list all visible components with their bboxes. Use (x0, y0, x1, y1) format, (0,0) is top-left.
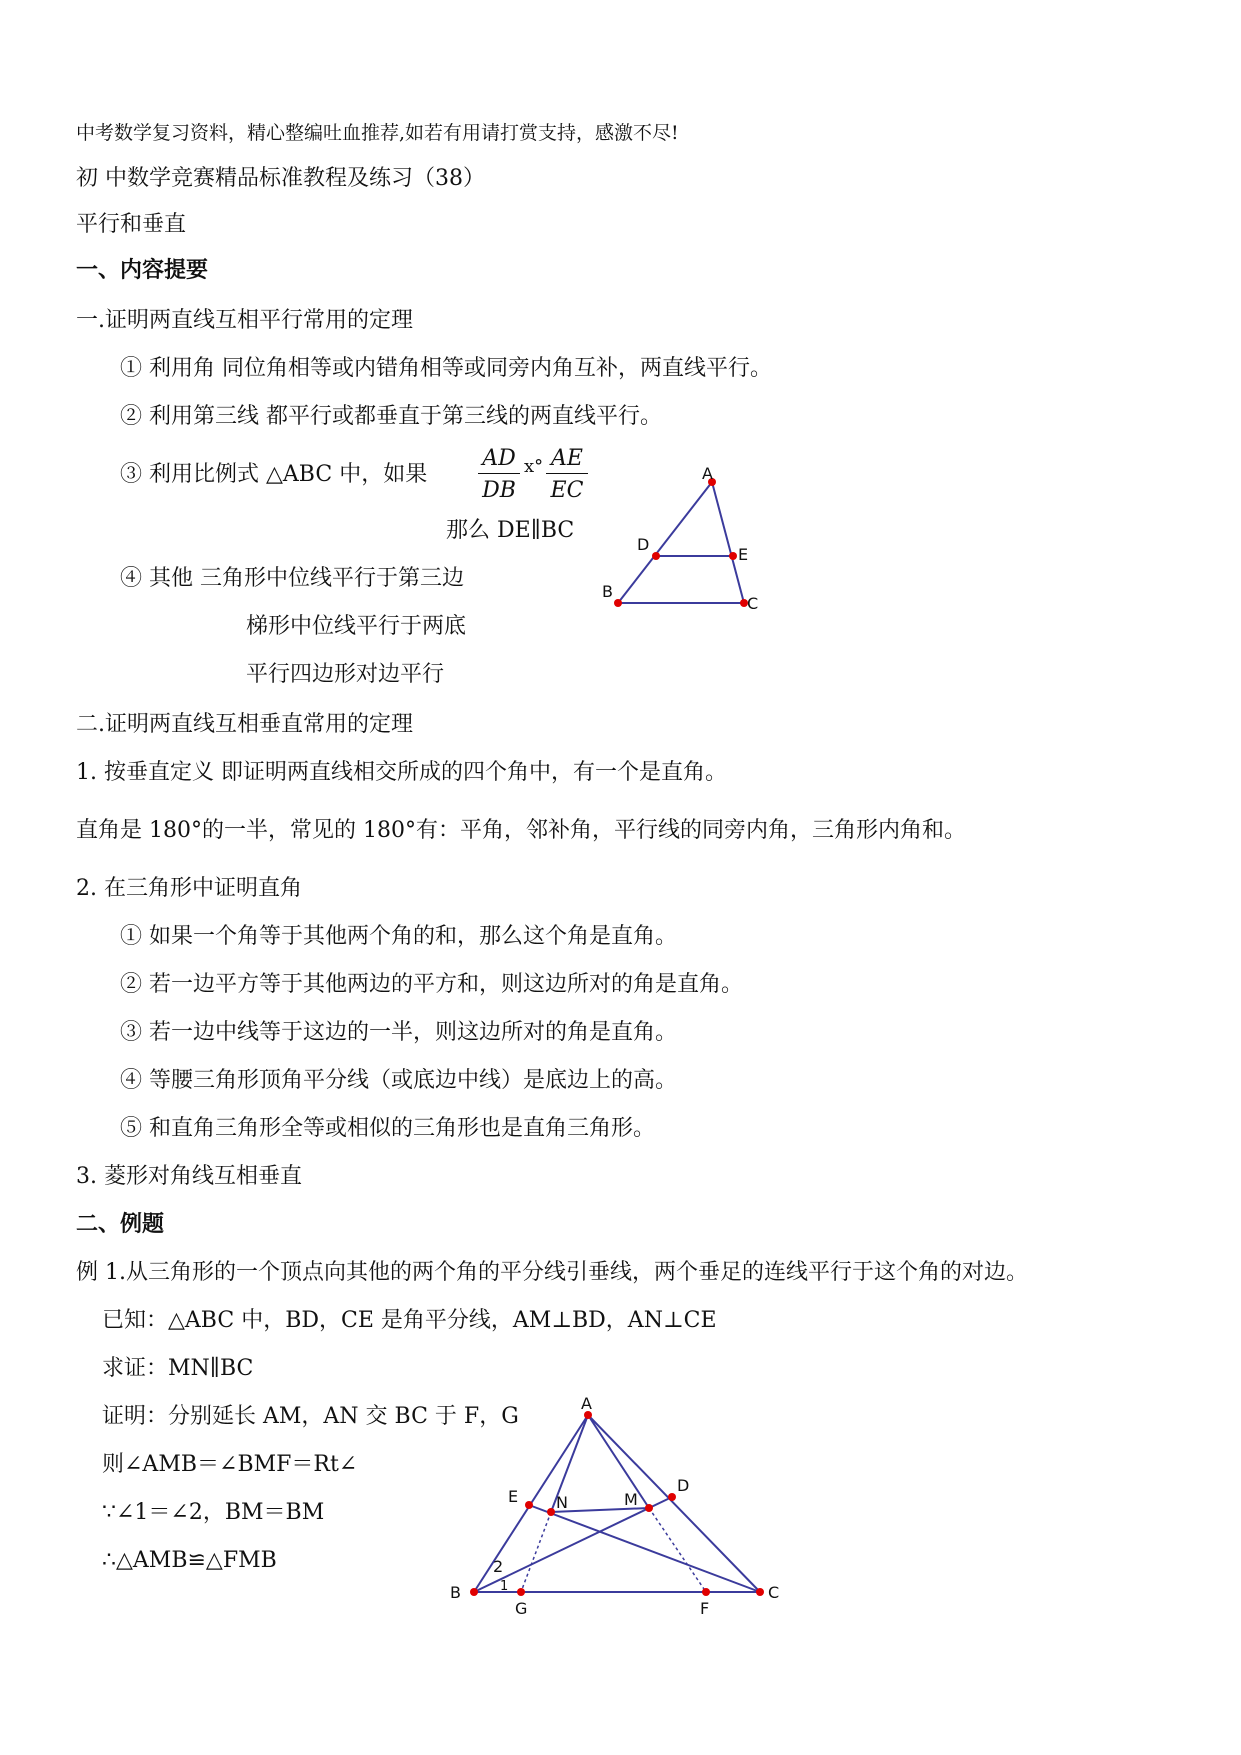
label-n: N (556, 1493, 568, 1512)
proof-line-4: ∴△AMB≌△FMB (102, 1548, 277, 1573)
fraction-db: DB (482, 478, 516, 503)
label-b: B (602, 582, 613, 601)
example-1-prove: 求证：MN∥BC (102, 1356, 254, 1381)
triangle-right-angle-3: ③ 若一边中线等于这边的一半，则这边所对的角是直角。 (120, 1020, 677, 1045)
fraction-symbol: ⅹ° (524, 456, 544, 477)
perpendicular-item-2: 2. 在三角形中证明直角 (76, 876, 302, 901)
parallel-item-4: ④ 其他 三角形中位线平行于第三边 (120, 566, 464, 591)
label-c: C (768, 1583, 780, 1602)
section1-heading: 一、内容提要 (76, 258, 209, 283)
label-a: A (581, 1394, 592, 1413)
label-m: M (624, 1490, 638, 1509)
parallel-item-1: ① 利用角 同位角相等或内错角相等或同旁内角互补，两直线平行。 (120, 356, 772, 381)
parallel-then: 那么 DE∥BC (446, 518, 575, 543)
label-angle-1: 1 (500, 1579, 509, 1594)
topic-title: 平行和垂直 (76, 212, 187, 237)
right-angle-note: 直角是 180°的一半，常见的 180°有：平角，邻补角，平行线的同旁内角，三角形内角和。 (76, 818, 966, 843)
point-d (668, 1493, 676, 1501)
segment-ac (588, 1415, 760, 1592)
perpendicular-item-3: 3. 菱形对角线互相垂直 (76, 1164, 302, 1189)
segment-ab (618, 482, 712, 603)
label-b: B (450, 1583, 461, 1602)
header-note: 中考数学复习资料，精心整编吐血推荐,如若有用请打赏支持，感激不尽! (76, 122, 679, 144)
label-angle-2: 2 (493, 1557, 504, 1576)
label-a: A (702, 464, 713, 483)
point-n (547, 1508, 555, 1516)
point-m (645, 1504, 653, 1512)
perpendicular-heading: 二.证明两直线互相垂直常用的定理 (76, 712, 413, 737)
parallel-heading: 一.证明两直线互相平行常用的定理 (76, 308, 413, 333)
segment-ac (712, 482, 744, 603)
perpendicular-item-1: 1. 按垂直定义 即证明两直线相交所成的四个角中，有一个是直角。 (76, 760, 727, 785)
section2-heading: 二、例题 (76, 1212, 165, 1237)
proof-line-2: 则∠AMB＝∠BMF＝Rt∠ (102, 1452, 358, 1477)
triangle-right-angle-5: ⑤ 和直角三角形全等或相似的三角形也是直角三角形。 (120, 1116, 655, 1141)
fraction-ae: AE (546, 446, 588, 474)
segment-am (588, 1415, 649, 1508)
doc-title: 初 中数学竞赛精品标准教程及练习（38） (76, 166, 485, 191)
point-b (470, 1588, 478, 1596)
label-c: C (747, 594, 759, 613)
parallel-item-4-more-1: 梯形中位线平行于两底 (246, 614, 467, 639)
example-1-statement: 例 1.从三角形的一个顶点向其他的两个角的平分线引垂线，两个垂足的连线平行于这个角的对边。 (76, 1260, 1028, 1285)
fraction-ec: EC (550, 478, 584, 503)
proof-line-3: ∵∠1＝∠2，BM＝BM (102, 1500, 325, 1525)
label-f: F (700, 1599, 710, 1618)
point-g (517, 1588, 525, 1596)
point-d (652, 552, 660, 560)
segment-ng-dotted (521, 1512, 551, 1592)
figure-triangle-de-parallel (602, 464, 758, 613)
label-e: E (738, 545, 749, 564)
label-g: G (515, 1599, 528, 1618)
figure-example-1 (450, 1394, 779, 1618)
triangle-right-angle-1: ① 如果一个角等于其他两个角的和，那么这个角是直角。 (120, 924, 677, 949)
label-e: E (508, 1487, 519, 1506)
triangle-right-angle-4: ④ 等腰三角形顶角平分线（或底边中线）是底边上的高。 (120, 1068, 677, 1093)
parallel-item-3: ③ 利用比例式 △ABC 中，如果 (120, 462, 428, 487)
label-d: D (637, 535, 650, 554)
point-f (702, 1588, 710, 1596)
triangle-right-angle-2: ② 若一边平方等于其他两边的平方和，则这边所对的角是直角。 (120, 972, 743, 997)
segment-mf-dotted (649, 1508, 706, 1592)
point-e (729, 552, 737, 560)
fraction-ad: AD (478, 446, 520, 474)
label-d: D (677, 1476, 690, 1495)
proof-line-1: 证明：分别延长 AM，AN 交 BC 于 F，G (102, 1404, 519, 1429)
parallel-item-4-more-2: 平行四边形对边平行 (246, 662, 445, 687)
point-c (756, 1588, 764, 1596)
point-e (525, 1501, 533, 1509)
example-1-given: 已知：△ABC 中，BD，CE 是角平分线，AM⊥BD，AN⊥CE (102, 1308, 717, 1333)
point-b (614, 599, 622, 607)
parallel-item-2: ② 利用第三线 都平行或都垂直于第三线的两直线平行。 (120, 404, 662, 429)
